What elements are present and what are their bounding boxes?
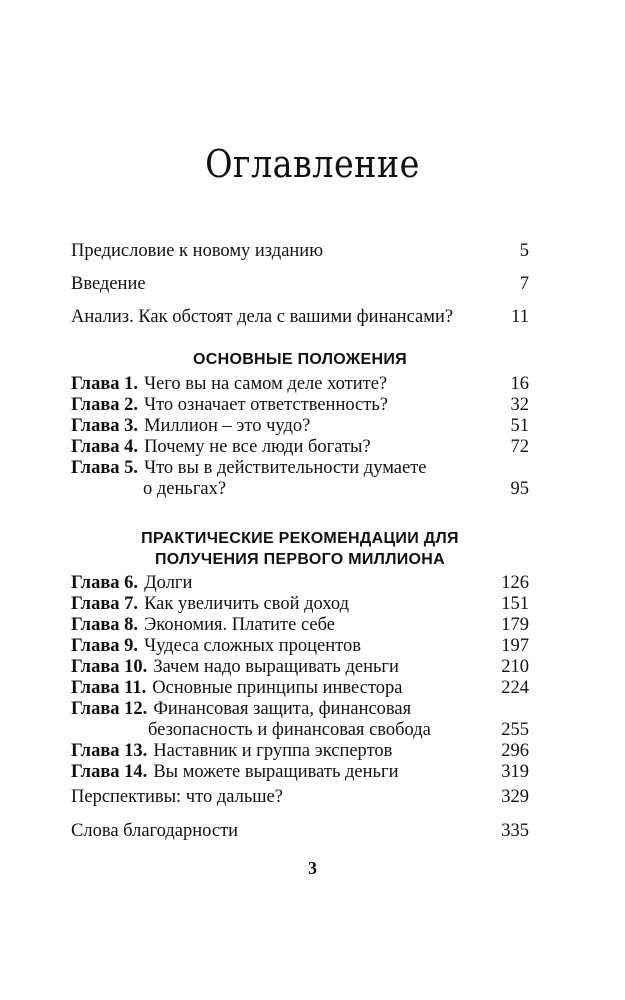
page-number: 151 xyxy=(501,594,529,614)
section-heading: ОСНОВНЫЕ ПОЛОЖЕНИЯ xyxy=(193,351,407,368)
toc-intro xyxy=(71,241,529,328)
page-number: 255 xyxy=(501,720,529,740)
toc-entry-chapter-2[interactable]: Глава 2. Что означает ответственность? 32 xyxy=(71,395,529,415)
toc-entry-chapter-3[interactable]: Глава 3. Миллион – это чудо? 51 xyxy=(71,416,529,436)
page-number: 319 xyxy=(501,762,529,782)
toc-entry-chapter-4[interactable]: Глава 4. Почему не все люди богаты? 72 xyxy=(71,437,529,457)
toc-entry-chapter-12[interactable]: Глава 12. Финансовая защита, финансовая xyxy=(71,699,412,719)
page-number: 179 xyxy=(501,615,529,635)
page-number: 335 xyxy=(501,821,529,841)
toc-entry-chapter-14[interactable]: Глава 14. Вы можете выращивать деньги 319 xyxy=(71,762,529,782)
toc-entry-analysis[interactable]: Анализ. Как обстоят дела с вашими финансами? 11 xyxy=(71,307,529,327)
toc-entry-chapter-9[interactable]: Глава 9. Чудеса сложных процентов 197 xyxy=(71,636,529,656)
page-number: 7 xyxy=(519,274,529,294)
toc-entry-introduction[interactable]: Введение 7 xyxy=(71,274,529,294)
toc-entry-chapter-5-cont[interactable]: о деньгах? 95 xyxy=(143,479,529,499)
toc-entry-chapter-10[interactable]: Глава 10. Зачем надо выращивать деньги 210 xyxy=(71,657,529,677)
toc-section-2 xyxy=(71,573,529,783)
toc-entry-chapter-11[interactable]: Глава 11. Основные принципы инвестора 224 xyxy=(71,678,529,698)
toc-section-1 xyxy=(71,374,529,500)
page-number: 95 xyxy=(510,479,529,499)
page-number: 32 xyxy=(510,395,529,415)
page-number: 5 xyxy=(519,241,529,261)
folio-page-number: 3 xyxy=(308,858,317,878)
toc-entry-chapter-7[interactable]: Глава 7. Как увеличить свой доход 151 xyxy=(71,594,529,614)
toc-entry-chapter-8[interactable]: Глава 8. Экономия. Платите себе 179 xyxy=(71,615,529,635)
page-title: Оглавление xyxy=(205,142,420,186)
page-number: 51 xyxy=(510,416,529,436)
toc-entry-acknowledgements[interactable]: Слова благодарности 335 xyxy=(71,821,529,841)
toc-entry-perspectives[interactable]: Перспективы: что дальше? 329 xyxy=(71,787,529,807)
page-number: 126 xyxy=(501,573,529,593)
toc-entry-chapter-6[interactable]: Глава 6. Долги 126 xyxy=(71,573,529,593)
page-number: 296 xyxy=(501,741,529,761)
toc-entry-chapter-13[interactable]: Глава 13. Наставник и группа экспертов 296 xyxy=(71,741,529,761)
toc-entry-preface[interactable]: Предисловие к новому изданию 5 xyxy=(71,241,529,261)
page-number: 72 xyxy=(510,437,529,457)
section-heading: ПРАКТИЧЕСКИЕ РЕКОМЕНДАЦИИ ДЛЯ ПОЛУЧЕНИЯ ПЕРВОГО МИЛЛИОНА xyxy=(141,530,459,568)
page-number: 11 xyxy=(511,307,529,327)
page-number: 224 xyxy=(501,678,529,698)
page-number: 16 xyxy=(510,374,529,394)
toc-entry-chapter-5[interactable]: Глава 5. Что вы в действительности думаете xyxy=(71,458,427,478)
page-number: 329 xyxy=(501,787,529,807)
toc-entry-chapter-1[interactable]: Глава 1. Чего вы на самом деле хотите? 16 xyxy=(71,374,529,394)
page-number: 210 xyxy=(501,657,529,677)
toc-outro xyxy=(71,787,529,842)
page-number: 197 xyxy=(501,636,529,656)
toc-entry-chapter-12-cont[interactable]: безопасность и финансовая свобода 255 xyxy=(148,720,529,740)
